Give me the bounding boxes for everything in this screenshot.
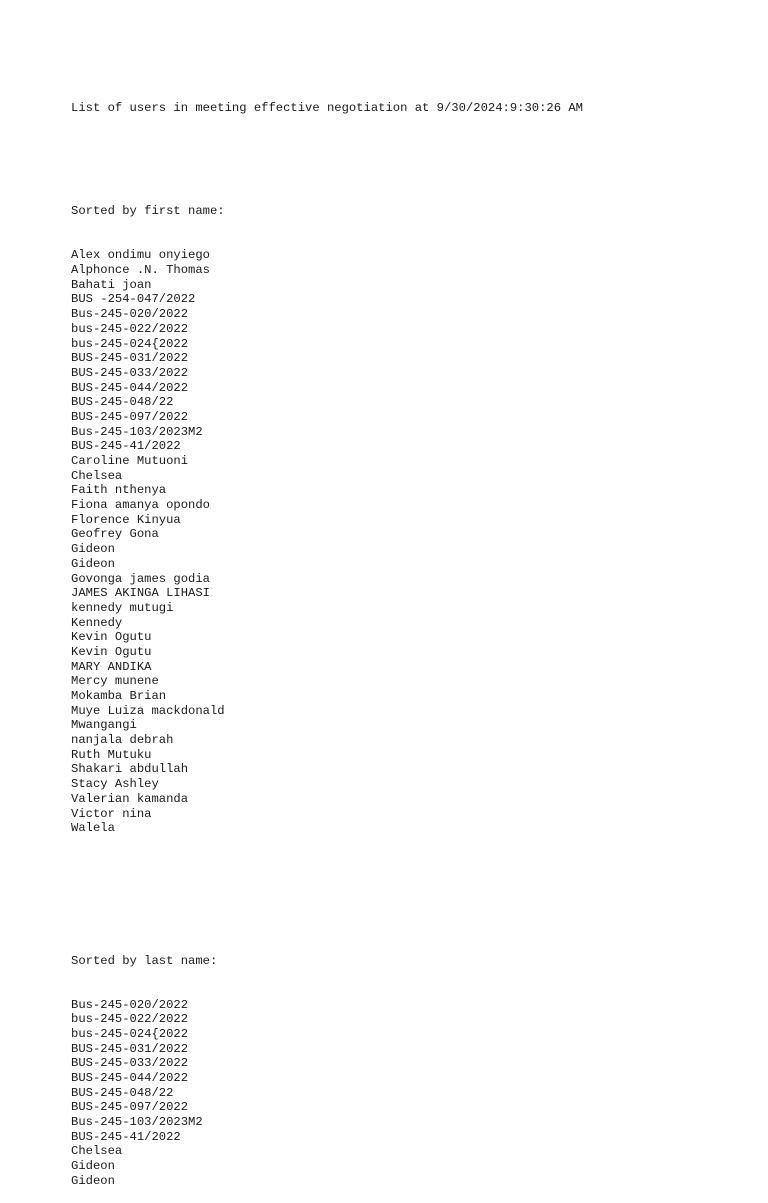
list-item: bus-245-022/2022 [71, 1012, 189, 1027]
spacer [71, 880, 583, 909]
list-item: Bus-245-020/2022 [71, 997, 189, 1012]
list-item: Mwangangi [71, 718, 137, 733]
list-item: kennedy mutugi [71, 600, 174, 615]
list-item: BUS-245-048/22 [71, 1085, 174, 1100]
list-item: Faith nthenya [71, 483, 167, 498]
list-item: bus-245-024{2022 [71, 1026, 189, 1041]
list-item: Kennedy [71, 615, 123, 630]
list-item: JAMES AKINGA LIHASI [71, 586, 210, 601]
list-item: Ruth Mutuku [71, 747, 152, 762]
list-item: Kevin Ogutu [71, 644, 152, 659]
list-item: BUS-245-41/2022 [71, 1129, 181, 1144]
list-item: bus-245-022/2022 [71, 321, 189, 336]
list-item: Caroline Mutuoni [71, 454, 189, 469]
list-item: bus-245-024{2022 [71, 336, 189, 351]
list-item: BUS-245-031/2022 [71, 351, 189, 366]
spacer [71, 146, 583, 161]
list-item: Govonga james godia [71, 571, 210, 586]
list-item: MARY ANDIKA [71, 659, 152, 674]
list-item: Mercy munene [71, 674, 159, 689]
list-item: Stacy Ashley [71, 777, 159, 792]
list-item: Gideon [71, 1173, 115, 1188]
list-item: BUS-245-033/2022 [71, 365, 189, 380]
list-item: Alex ondimu onyiego [71, 248, 210, 263]
list-item: Kevin Ogutu [71, 630, 152, 645]
list-item: Chelsea [71, 1144, 123, 1159]
list-item: Alphonce .N. Thomas [71, 263, 210, 278]
list-item: BUS-245-048/22 [71, 395, 174, 410]
first-name-heading: Sorted by first name: [71, 204, 225, 219]
list-item: Gideon [71, 1159, 115, 1174]
list-item: BUS-245-097/2022 [71, 1100, 189, 1115]
list-item: Bus-245-103/2023M2 [71, 424, 203, 439]
list-item: Shakari abdullah [71, 762, 189, 777]
list-item: Gideon [71, 556, 115, 571]
document-title: List of users in meeting effective negotiation at 9/30/2024:9:30:26 AM [71, 101, 583, 116]
list-item: Bus-245-103/2023M2 [71, 1115, 203, 1130]
list-item: Walela [71, 821, 115, 836]
list-item: Bus-245-020/2022 [71, 307, 189, 322]
list-item: BUS-245-097/2022 [71, 409, 189, 424]
list-item: Fiona amanya opondo [71, 498, 210, 513]
list-item: Chelsea [71, 468, 123, 483]
list-item: Bahati joan [71, 277, 152, 292]
document-page [71, 72, 583, 1203]
list-item: nanjala debrah [71, 733, 174, 748]
list-item: Florence Kinyua [71, 512, 181, 527]
list-item: BUS -254-047/2022 [71, 292, 196, 307]
list-item: Muye Luiza mackdonald [71, 703, 225, 718]
list-item: Mokamba Brian [71, 689, 167, 704]
list-item: BUS-245-033/2022 [71, 1056, 189, 1071]
last-name-list [71, 998, 583, 1189]
list-item: BUS-245-031/2022 [71, 1041, 189, 1056]
list-item: Geofrey Gona [71, 527, 159, 542]
list-item: Gideon [71, 542, 115, 557]
list-item: Valerian kamanda [71, 791, 189, 806]
last-name-heading: Sorted by last name: [71, 953, 218, 968]
list-item: Victor nina [71, 806, 152, 821]
list-item: BUS-245-044/2022 [71, 1071, 189, 1086]
list-item: BUS-245-044/2022 [71, 380, 189, 395]
list-item: BUS-245-41/2022 [71, 439, 181, 454]
first-name-list [71, 248, 583, 836]
